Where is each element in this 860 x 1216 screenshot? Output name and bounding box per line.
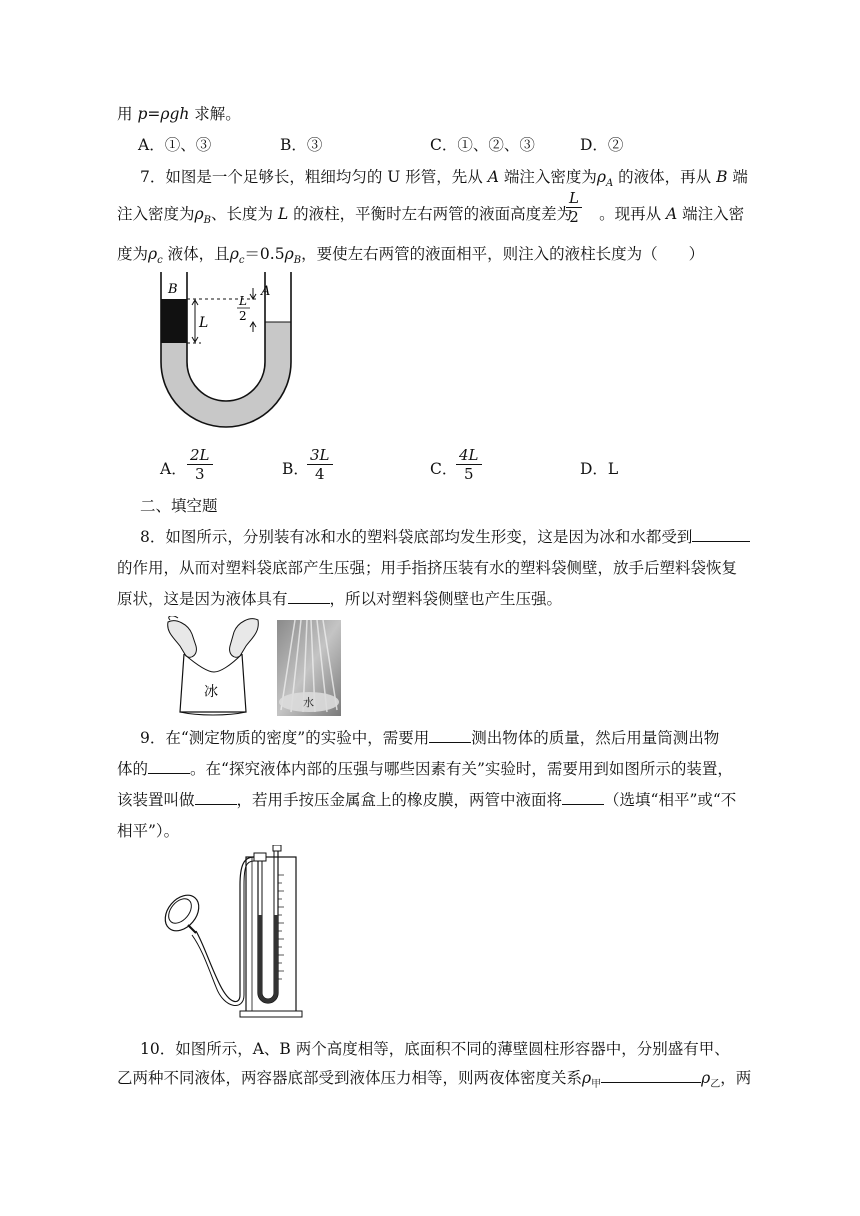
blank: [601, 1068, 701, 1083]
question-7-line-2: 注入密度为$\rho_B$、长度为 L 的液柱，平衡时左右两管的液面高度差为 。现再从 A 端注入密: [117, 205, 745, 226]
label-b: B: [168, 282, 178, 297]
q7-option-c-fraction: $\frac{4L}{5}$: [456, 446, 482, 483]
q7-option-c: C．: [430, 460, 458, 478]
text-line: 用 p=ρgh 求解。: [117, 105, 241, 123]
question-9-line-3: 该装置叫做 ，若用手按压金属盒上的橡皮膜，两管中液面将 （选填“相平”或“不: [117, 791, 737, 809]
q7-option-d: D．L: [580, 460, 619, 478]
label-a: A: [261, 284, 271, 299]
blank: [429, 728, 471, 743]
ice-label: 冰: [204, 684, 218, 700]
liquid-column-b: [161, 299, 187, 343]
water-bag-photo: [277, 620, 341, 716]
label-l: L: [199, 315, 209, 331]
blank: [692, 527, 750, 542]
q7-option-b: B．: [282, 460, 309, 478]
ice-bag-figure: [158, 616, 268, 716]
question-10-line-1: 10．如图所示，A、B 两个高度相等，底面积不同的薄壁圆柱形容器中，分别盛有甲、: [140, 1040, 730, 1058]
water-label: 水: [303, 696, 314, 709]
q7-option-a: A．: [160, 460, 187, 478]
fraction-l-over-2: $\frac{L}{2}$: [566, 189, 582, 226]
question-9-line-2: 体的 。在“探究液体内部的压强与哪些因素有关”实验时，需要用到如图所示的装置，: [117, 760, 733, 778]
blank: [288, 589, 330, 604]
option-a: A．①、③: [138, 136, 212, 154]
label-half-den: 2: [239, 309, 247, 323]
formula: p=ρgh: [137, 105, 190, 123]
question-8-line-3: 原状，这是因为液体具有 ，所以对塑料袋侧壁也产生压强。: [117, 590, 563, 608]
question-7-line-1: 7．如图是一个足够长，粗细均匀的 U 形管，先从 A 端注入密度为$\rho_A$ 的液体，再从 B 端: [140, 168, 748, 189]
blank: [562, 790, 604, 805]
blank: [148, 759, 190, 774]
manometer-figure: [160, 845, 320, 1025]
q7-option-a-fraction: $\frac{2L}{3}$: [187, 446, 213, 483]
label-half-num: L: [239, 294, 247, 308]
question-9-line-1: 9．在“测定物质的密度”的实验中，需要用 测出物体的质量，然后用量筒测出物: [140, 729, 720, 747]
option-d: D．②: [580, 136, 624, 154]
u-tube-figure: [157, 272, 297, 442]
blank: [195, 790, 237, 805]
option-c: C．①、②、③: [430, 136, 535, 154]
question-8-line-1: 8．如图所示，分别装有冰和水的塑料袋底部均发生形变，这是因为冰和水都受到: [140, 526, 750, 548]
section-heading: 二、填空题: [140, 497, 218, 515]
option-b: B．③: [280, 136, 323, 154]
question-8-line-2: 的作用，从而对塑料袋底部产生压强；用手指挤压装有水的塑料袋侧壁，放手后塑料袋恢复: [117, 559, 738, 577]
question-10-line-2: 乙两种不同液体，两容器底部受到液体压力相等，则两夜体密度关系$\rho_甲$ $\rho_乙$，两: [117, 1069, 752, 1090]
question-7-line-3: 度为$\rho_c$ 液体，且$\rho_c=0.5\rho_B$，要使左右两管的液面相平，则注入的液柱长度为（ ）: [117, 245, 705, 266]
question-9-line-4: 相平”）。: [117, 822, 180, 840]
q7-option-b-fraction: $\frac{3L}{4}$: [307, 446, 333, 483]
